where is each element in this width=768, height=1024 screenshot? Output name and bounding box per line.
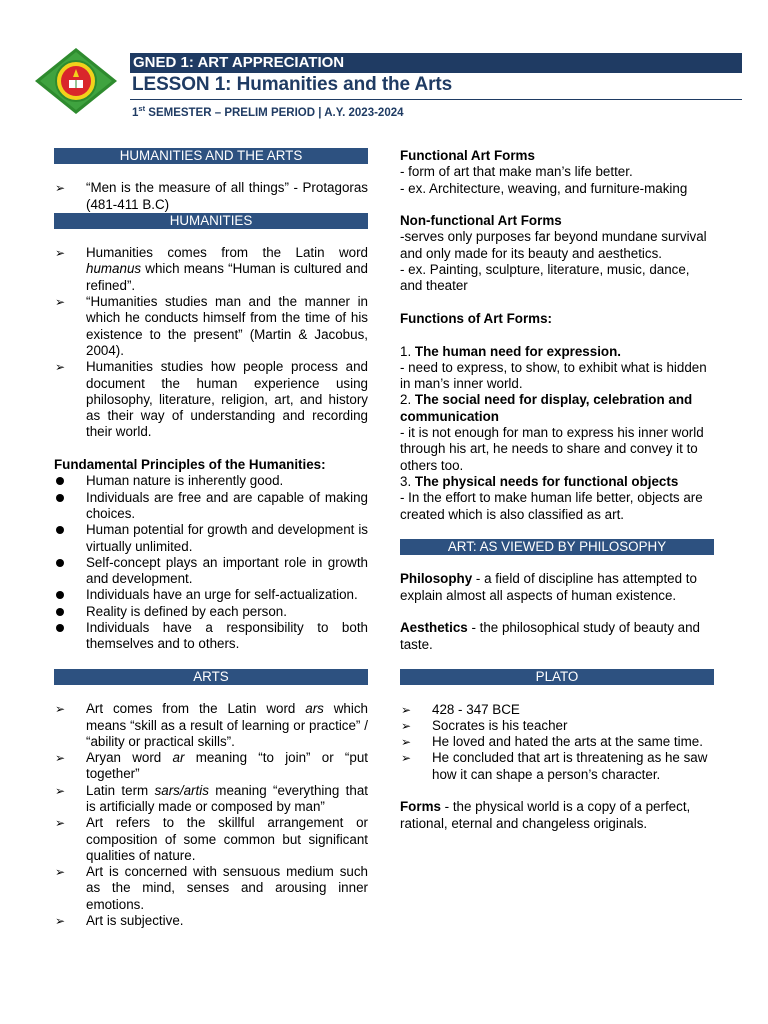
aryan-term: ar — [172, 750, 185, 766]
list-text: Individuals have a responsibility to both themselves and to others. — [86, 620, 368, 652]
dot-bullet-icon — [56, 526, 64, 534]
arrow-bullet-icon: ➢ — [55, 914, 66, 929]
list-text: Latin term — [86, 782, 155, 798]
dot-bullet-icon — [56, 494, 64, 502]
list-item — [400, 702, 714, 718]
list-text: Art refers to the skillful arrangement or composition of some common but significant qualities of nature. — [86, 815, 368, 863]
semester-ordinal: st — [138, 104, 146, 113]
latin-term: ars — [305, 701, 324, 717]
left-column — [54, 148, 368, 929]
semester-number: 1 — [132, 106, 139, 119]
function-number: 3. — [400, 473, 415, 489]
dot-bullet-icon — [56, 477, 64, 485]
function-3-title — [400, 474, 714, 490]
term: Philosophy — [400, 571, 473, 587]
function-2-text: - it is not enough for man to express his inner world through his art, he needs to share and convey it to others too. — [400, 425, 704, 473]
function-1-text: - need to express, to show, to exhibit what is hidden in man’s inner world. — [400, 359, 707, 392]
list-item — [54, 587, 368, 603]
functions-heading: Functions of Art Forms: — [400, 310, 552, 326]
list-text: Individuals have an urge for self-actualization. — [86, 587, 358, 603]
functional-line-2: - ex. Architecture, weaving, and furniture-making — [400, 180, 688, 196]
list-item — [400, 750, 714, 783]
arrow-bullet-icon: ➢ — [401, 735, 412, 750]
arrow-bullet-icon: ➢ — [401, 718, 412, 733]
list-text: Self-concept plays an important role in growth and development. — [86, 554, 368, 587]
arrow-bullet-icon: ➢ — [401, 751, 412, 766]
list-item — [54, 750, 368, 783]
function-title: The human need for expression. — [414, 343, 622, 359]
plato-list — [400, 702, 714, 783]
arrow-bullet-icon: ➢ — [55, 246, 66, 261]
arrow-bullet-icon: ➢ — [55, 816, 66, 831]
function-title: The physical needs for functional objects — [414, 473, 679, 489]
function-number: 1. — [400, 343, 415, 359]
arrow-bullet-icon: ➢ — [55, 295, 66, 310]
list-text: Socrates is his teacher — [432, 717, 568, 733]
list-item — [400, 718, 714, 734]
section-bar-humanities-and-arts: HUMANITIES AND THE ARTS — [54, 148, 368, 164]
list-text: 428 - 347 BCE — [432, 701, 520, 717]
quote-list — [54, 180, 368, 213]
protagoras-quote: “Men is the measure of all things” - Protagoras (481-411 B.C) — [86, 180, 368, 212]
list-item — [54, 701, 368, 750]
arrow-bullet-icon: ➢ — [55, 751, 66, 766]
definition: - a field of discipline has attempted to explain almost all aspects of human existence. — [400, 571, 697, 603]
list-item — [54, 620, 368, 653]
list-item — [54, 783, 368, 816]
aesthetics-definition — [400, 620, 714, 653]
arrow-bullet-icon: ➢ — [55, 360, 66, 375]
section-bar-humanities: HUMANITIES — [54, 213, 368, 229]
arrow-bullet-icon: ➢ — [55, 783, 66, 798]
list-text: which means “Human is cultured and refined”. — [86, 261, 368, 293]
latin-term: sars/artis — [154, 782, 209, 798]
arrow-bullet-icon: ➢ — [55, 865, 66, 880]
list-text: Art is subjective. — [86, 913, 184, 929]
list-text: Human nature is inherently good. — [86, 473, 284, 489]
arrow-bullet-icon: ➢ — [55, 181, 66, 196]
list-item — [54, 294, 368, 359]
term: Aesthetics — [400, 620, 468, 636]
list-item — [54, 555, 368, 588]
right-column — [400, 148, 714, 832]
forms-definition — [400, 799, 714, 832]
principles-heading: Fundamental Principles of the Humanities: — [54, 457, 326, 473]
header-rule — [130, 99, 742, 100]
list-item — [54, 245, 368, 294]
function-title: The social need for display, celebration and communication — [400, 392, 693, 424]
principles-list — [54, 473, 368, 652]
list-text: “Humanities studies man and the manner in which he conducts himself from the time of his existence to the present” (Martin & Jacobus, 2004). — [86, 294, 368, 358]
list-text: meaning “everything that is artificially made or composed by man” — [86, 782, 368, 814]
section-bar-arts: ARTS — [54, 669, 368, 685]
list-item — [400, 734, 714, 750]
semester-line — [132, 104, 404, 119]
arts-list — [54, 701, 368, 929]
list-text: Art comes from the Latin word — [86, 701, 306, 717]
functional-heading: Functional Art Forms — [400, 148, 535, 163]
arrow-bullet-icon: ➢ — [55, 702, 66, 717]
function-1-title — [400, 344, 714, 360]
lesson-title: LESSON 1: Humanities and the Arts — [132, 74, 453, 95]
latin-term: humanus — [86, 261, 142, 277]
course-title-bar — [130, 53, 742, 73]
humanities-list — [54, 245, 368, 441]
dot-bullet-icon — [56, 591, 64, 599]
semester-text: SEMESTER – PRELIM PERIOD | A.Y. 2023-2024 — [145, 106, 404, 119]
list-text: He loved and hated the arts at the same time. — [432, 734, 703, 750]
list-item — [54, 522, 368, 555]
section-bar-philosophy: ART: AS VIEWED BY PHILOSOPHY — [400, 539, 714, 555]
philosophy-definition — [400, 571, 714, 604]
list-text: which means “skill as a result of learning or practice” / “ability or practical skills”. — [86, 701, 368, 749]
list-text: Reality is defined by each person. — [86, 603, 287, 619]
dot-bullet-icon — [56, 608, 64, 616]
nonfunctional-line-2: - ex. Painting, sculpture, literature, music, dance, and theater — [400, 262, 690, 294]
list-text: Aryan word — [86, 750, 173, 766]
list-text: meaning “to join” or “put together” — [86, 750, 368, 782]
arrow-bullet-icon: ➢ — [401, 702, 412, 717]
list-item — [54, 864, 368, 913]
function-3-text: - In the effort to make human life better, objects are created which is also classified as art. — [400, 490, 703, 522]
definition: - the physical world is a copy of a perfect, rational, eternal and changeless originals. — [400, 799, 691, 831]
list-item — [54, 604, 368, 620]
list-text: He concluded that art is threatening as he saw how it can shape a person’s character. — [432, 750, 708, 782]
dot-bullet-icon — [56, 559, 64, 567]
course-title: GNED 1: ART APPRECIATION — [133, 54, 345, 71]
list-item — [54, 180, 368, 213]
list-item — [54, 359, 368, 440]
list-item — [54, 473, 368, 489]
list-text: Human potential for growth and development is virtually unlimited. — [86, 522, 368, 554]
list-text: Humanities comes from the Latin word — [86, 245, 368, 261]
functional-line-1: - form of art that make man’s life better. — [400, 164, 633, 180]
nonfunctional-heading: Non-functional Art Forms — [400, 213, 562, 229]
list-text: Humanities studies how people process and document the human experience using philosophy, literature, religion, art, and history as their way of understanding and recording their world. — [86, 359, 368, 440]
school-seal-logo — [34, 47, 118, 115]
list-text: Individuals are free and are capable of making choices. — [86, 489, 368, 521]
list-item — [54, 913, 368, 929]
definition: - the philosophical study of beauty and taste. — [400, 620, 700, 652]
function-number: 2. — [400, 392, 415, 408]
term: Forms — [400, 799, 441, 815]
nonfunctional-line-1: -serves only purposes far beyond mundane survival and only made for its beauty and aesthetics. — [400, 229, 707, 261]
list-item — [54, 490, 368, 523]
dot-bullet-icon — [56, 624, 64, 632]
list-text: Art is concerned with sensuous medium such as the mind, senses and arousing inner emotions. — [86, 864, 368, 912]
list-item — [54, 815, 368, 864]
function-2-title — [400, 392, 714, 425]
section-bar-plato: PLATO — [400, 669, 714, 685]
